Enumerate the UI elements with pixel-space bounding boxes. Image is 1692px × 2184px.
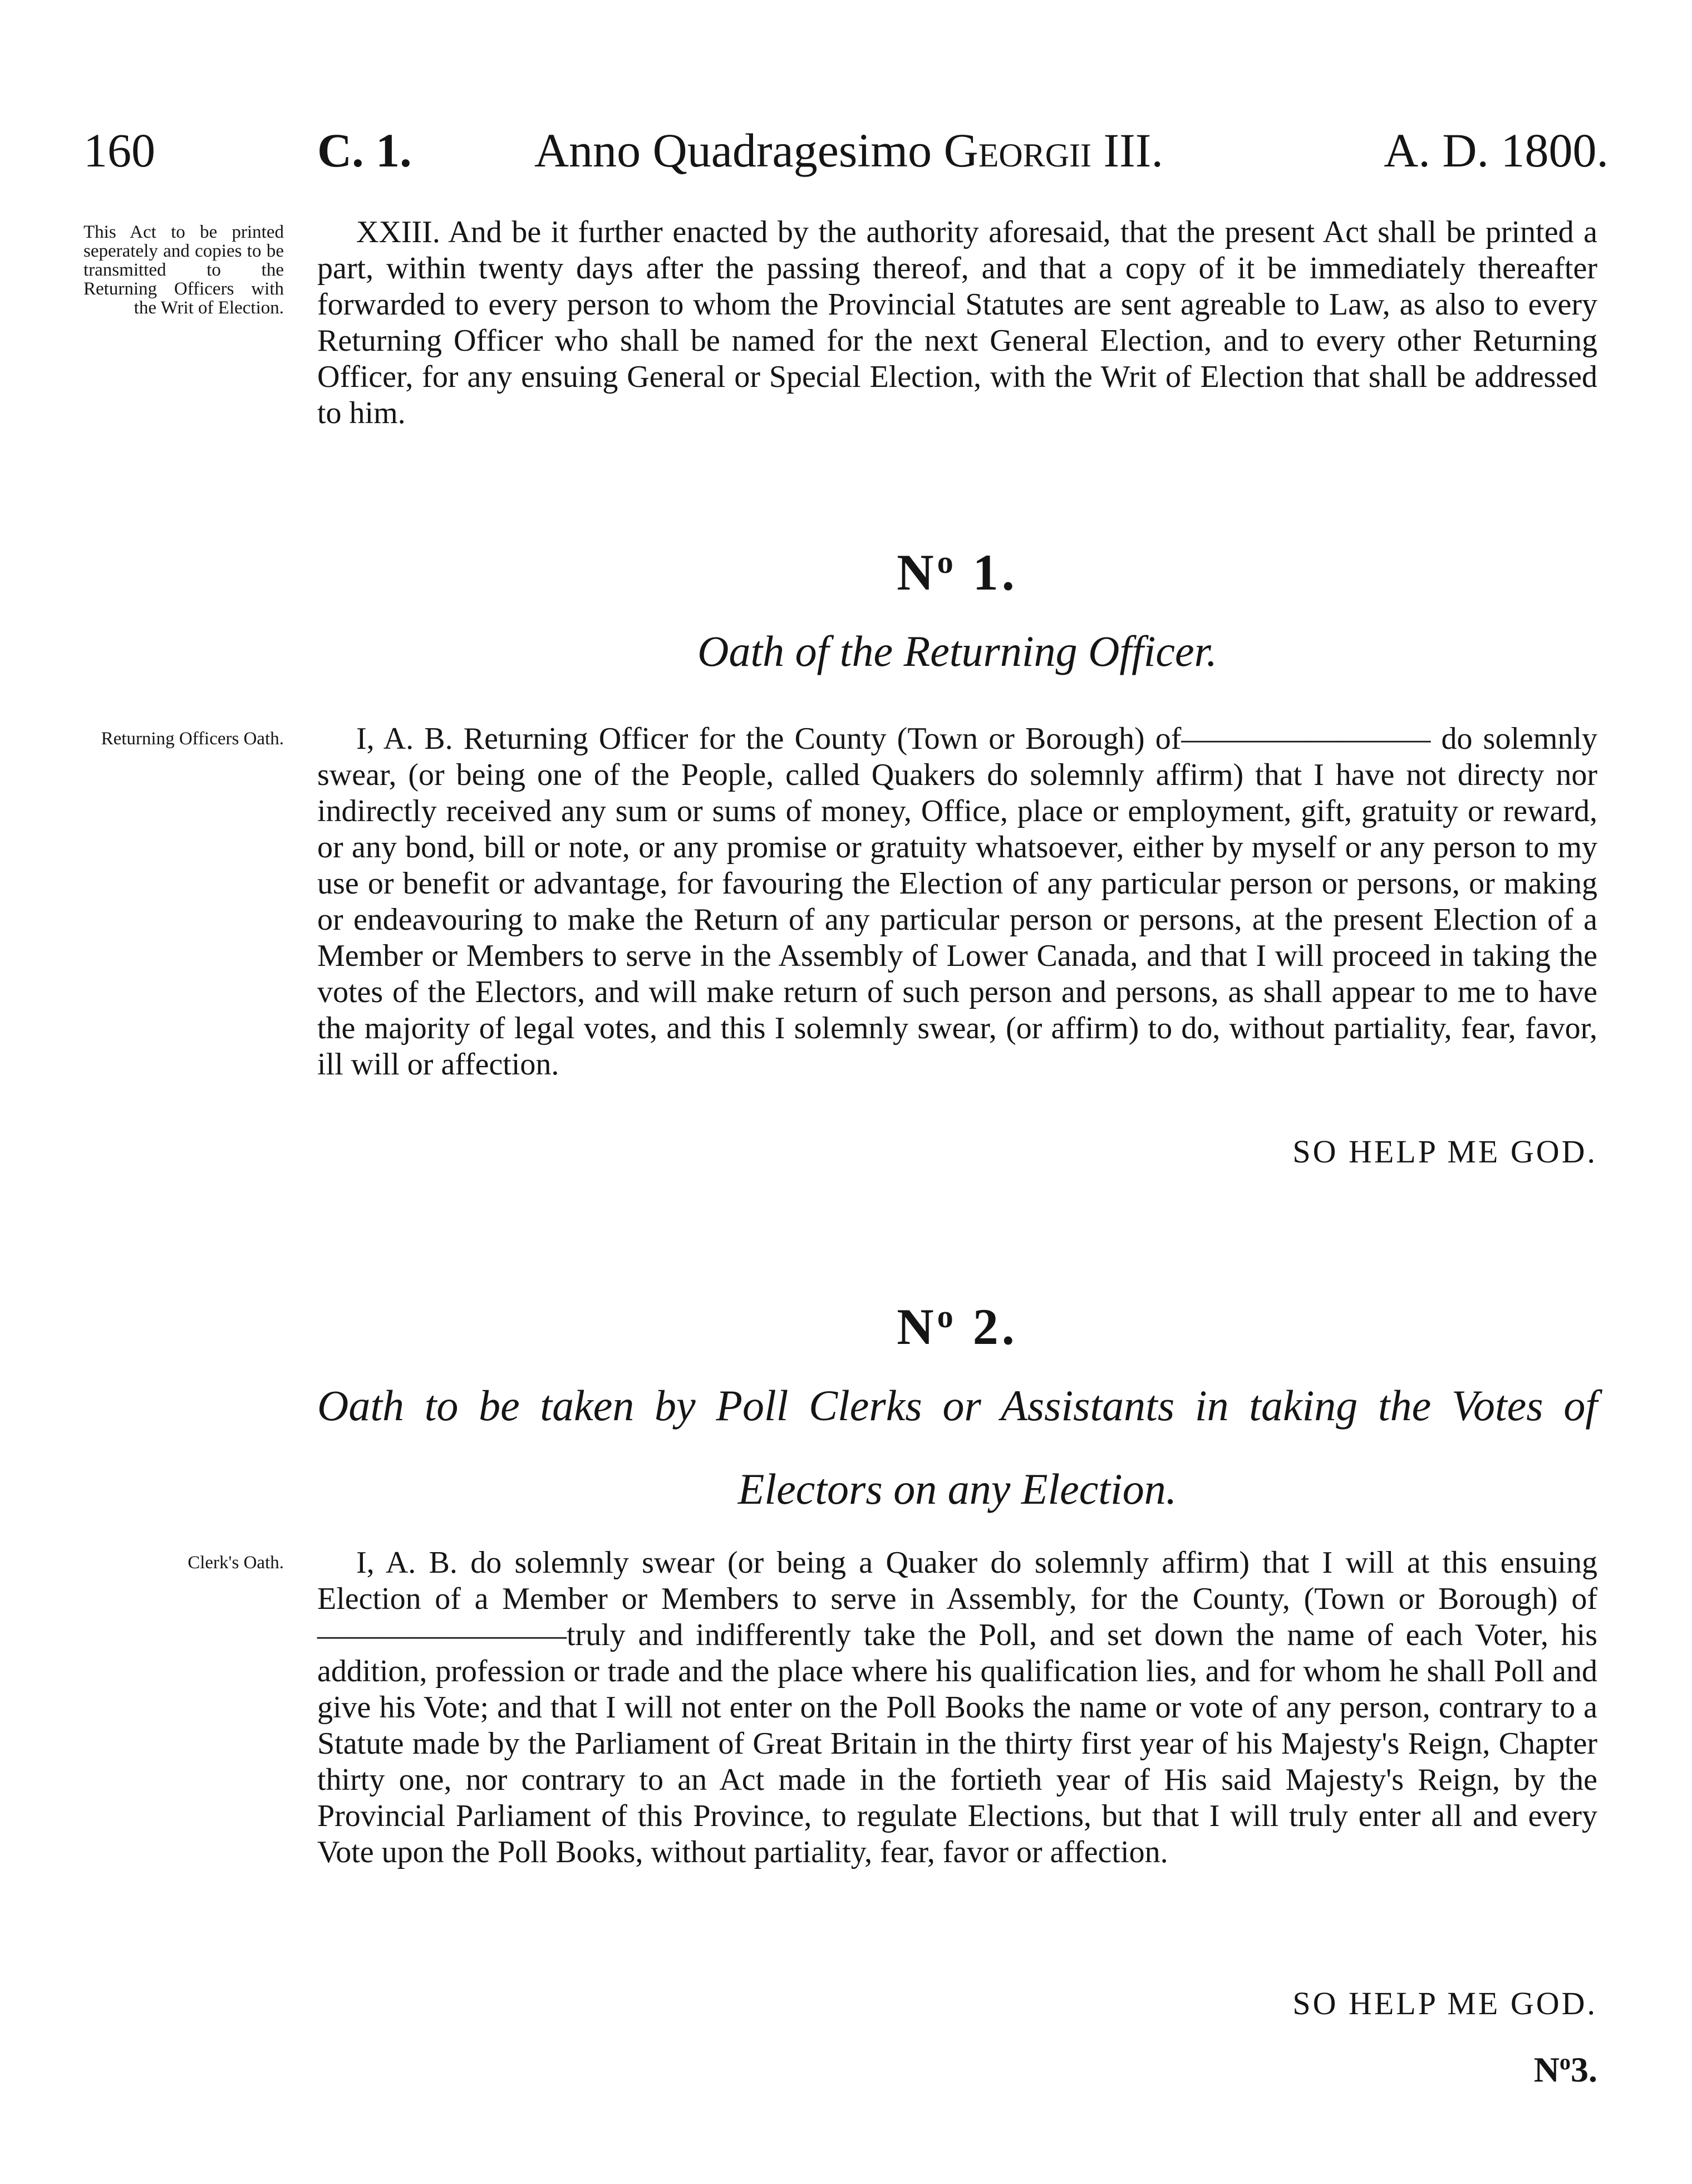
form-1-title: Oath of the Returning Officer. — [697, 627, 1217, 675]
section-23-text: XXIII. And be it further enacted by the authority aforesaid, that the present Act shall be printed a part, within twenty days after the passing thereof, and that a copy of it be immediately thereafter forwarded to every person to whom the Provincial Statutes are sent agreable to Law, as also to every Returning Officer who shall be named for the next General Election, and to every other Returning Officer, for any ensuing General or Special Election, with the Writ of Election that shall be addressed to him. — [317, 215, 1597, 430]
form-1-closing: SO HELP ME GOD. — [1292, 1133, 1597, 1170]
header-year: A. D. 1800. — [1384, 124, 1609, 177]
form-2-number — [317, 1297, 1597, 1356]
form-2-number-sup: o — [937, 1298, 957, 1334]
form-2-oath-text: I, A. B. do solemnly swear (or being a Quaker do solemnly affirm) that I will at this ensuing Election of a Member or Members to serve in Assembly, for the County, (Town or Borough) of————————truly and indifferently take the Poll, and set down the name of each Voter, his addition, profession or trade and the place where his qualification lies, and for whom he shall Poll and give his Vote; and that I will not enter on the Poll Books the name or vote of any person, contrary to a Statute made by the Parliament of Great Britain in the thirty first year of his Majesty's Reign, Chapter thirty one, nor contrary to an Act made in the fortieth year of His said Majesty's Reign, by the Provincial Parliament of this Province, to regulate Elections, but that I will truly enter all and every Vote upon the Poll Books, without partiality, fear, favor or affection. — [317, 1545, 1597, 1869]
page-number: 160 — [83, 124, 155, 177]
form-2-number-prefix: N — [897, 1298, 937, 1355]
form-2-title-line-1: Oath to be taken by Poll Clerks or Assistants in taking the Votes of — [317, 1381, 1597, 1430]
title-prefix: Anno Quadragesimo — [534, 124, 932, 177]
form-2-closing: SO HELP ME GOD. — [1292, 1985, 1597, 2021]
form-1-number-prefix: N — [897, 544, 937, 601]
margin-note-form-2: Clerk's Oath. — [188, 1553, 284, 1573]
margin-note-section-23: This Act to be printed seperately and copies to be transmitted to the Returning Officers with the Writ of Election. — [83, 222, 284, 318]
form-1-oath-text: I, A. B. Returning Officer for the County (Town or Borough) of———————— do solemnly swear, (or being one of the People, called Quakers do solemnly affirm) that I have not directy nor indirectly received any sum or sums of money, Office, place or employment, gift, gratuity or reward, or any bond, bill or note, or any promise or gratuity whatsoever, either by myself or any person to my use or benefit or advantage, for favouring the Election of any particular person or persons, or making or endeavouring to make the Return of any particular person or persons, at the present Election of a Member or Members to serve in the Assembly of Lower Canada, and that I will proceed in taking the votes of the Electors, and will make return of such person and persons, as shall appear to me to have the majority of legal votes, and this I solemnly swear, (or affirm) to do, without partiality, fear, favor, ill will or affection. — [317, 722, 1597, 1082]
margin-note-form-1: Returning Officers Oath. — [101, 729, 284, 749]
catchword-prefix: N — [1533, 2050, 1560, 2089]
catchword-sup: o — [1560, 2049, 1571, 2074]
running-header — [83, 114, 1609, 187]
form-2-number-value: 2. — [972, 1298, 1018, 1355]
statute-title — [534, 114, 1163, 187]
chapter-number: C. 1. — [317, 124, 412, 177]
form-1-number-value: 1. — [972, 544, 1018, 601]
form-1-number-sup: o — [937, 544, 957, 580]
title-king: Georgii III. — [943, 124, 1163, 177]
form-1-number — [317, 543, 1597, 602]
catchword-value: 3. — [1571, 2050, 1597, 2089]
catchword — [1534, 2049, 1597, 2090]
form-2-title-line-2: Electors on any Election. — [737, 1465, 1177, 1513]
